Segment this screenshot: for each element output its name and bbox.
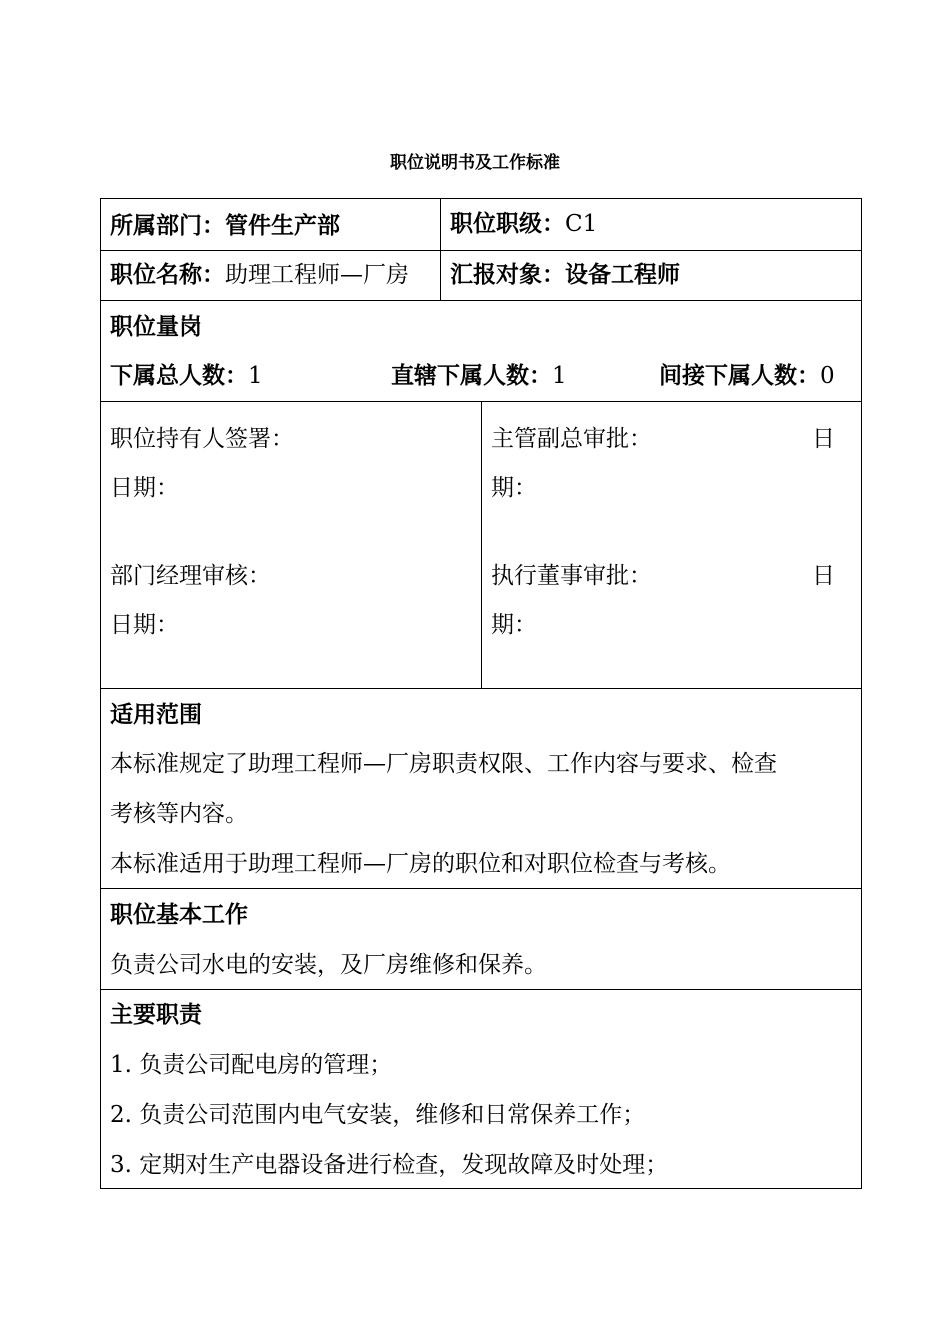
direct-subordinates — [391, 361, 567, 391]
department-value: 管件生产部 — [225, 213, 340, 239]
report-cell — [450, 260, 680, 290]
duty-item: 2. 负责公司范围内电气安装，维修和日常保养工作； — [110, 1102, 646, 1128]
grade-cell — [450, 209, 597, 239]
department-cell — [110, 211, 340, 241]
exec-approval-label: 执行董事审批： — [491, 563, 652, 589]
department-label: 所属部门： — [110, 213, 225, 239]
basic-work-heading: 职位基本工作 — [110, 902, 248, 928]
position-label: 职位名称： — [110, 262, 225, 288]
total-subordinates — [110, 361, 263, 391]
report-label: 汇报对象： — [450, 262, 565, 288]
report-value: 设备工程师 — [565, 262, 680, 288]
duty-item: 1. 负责公司配电房的管理； — [110, 1052, 393, 1078]
scope-line: 考核等内容。 — [110, 801, 248, 827]
grade-label: 职位职级： — [450, 211, 565, 237]
total-value: 1 — [248, 363, 263, 389]
row-divider — [101, 300, 861, 301]
row-divider — [101, 688, 861, 689]
scope-line: 本标准规定了助理工程师—厂房职责权限、工作内容与要求、检查 — [110, 751, 777, 777]
indirect-label: 间接下属人数： — [659, 363, 820, 389]
vp-date-label-part1: 日 — [812, 426, 835, 452]
position-value: 助理工程师—厂房 — [225, 262, 409, 288]
column-divider — [440, 199, 441, 300]
job-description-table — [100, 198, 862, 1189]
holder-signature-label: 职位持有人签署： — [110, 426, 294, 452]
indirect-subordinates — [659, 361, 835, 391]
document-title: 职位说明书及工作标准 — [390, 153, 560, 173]
duty-item: 3. 定期对生产电器设备进行检查，发现故障及时处理； — [110, 1152, 669, 1178]
holder-date-label: 日期： — [110, 475, 179, 501]
manager-review-label: 部门经理审核： — [110, 563, 271, 589]
exec-date-label-part2: 期： — [491, 612, 537, 638]
row-divider — [101, 250, 861, 251]
position-cell — [110, 260, 409, 290]
grade-value: C1 — [565, 211, 598, 237]
scope-line: 本标准适用于助理工程师—厂房的职位和对职位检查与考核。 — [110, 851, 731, 877]
row-divider — [101, 888, 861, 889]
basic-work-text: 负责公司水电的安装，及厂房维修和保养。 — [110, 952, 547, 978]
vp-date-label-part2: 期： — [491, 475, 537, 501]
manager-date-label: 日期： — [110, 612, 179, 638]
duties-heading: 主要职责 — [110, 1002, 202, 1028]
exec-date-label-part1: 日 — [812, 563, 835, 589]
column-divider — [481, 401, 482, 688]
direct-label: 直辖下属人数： — [391, 363, 552, 389]
total-label: 下属总人数： — [110, 363, 248, 389]
staffing-heading: 职位量岗 — [110, 314, 202, 340]
direct-value: 1 — [552, 363, 567, 389]
row-divider — [101, 989, 861, 990]
indirect-value: 0 — [820, 363, 835, 389]
vp-approval-label: 主管副总审批： — [491, 426, 652, 452]
scope-heading: 适用范围 — [110, 702, 202, 728]
